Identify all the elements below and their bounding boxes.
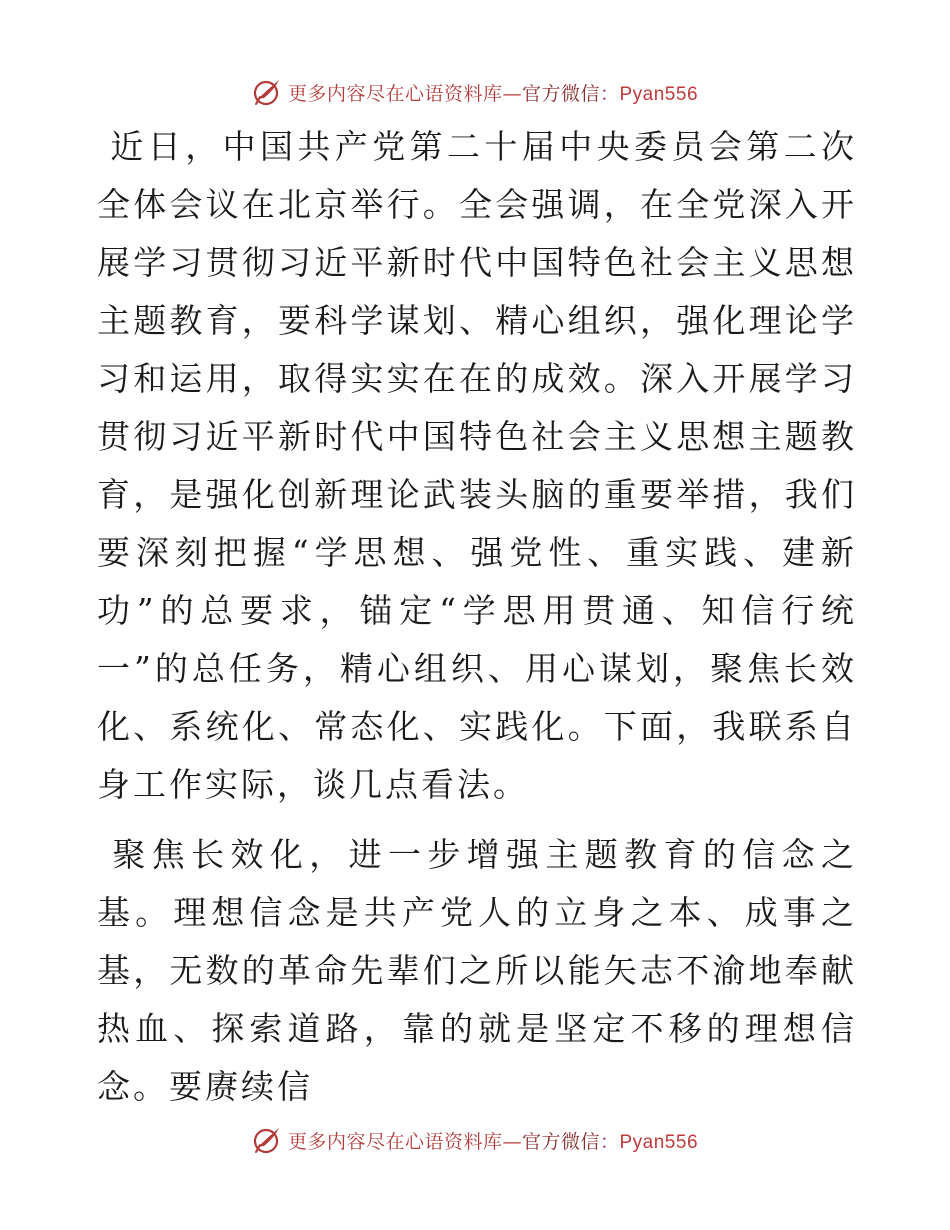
footer-official-label: 官方微信：	[521, 1130, 620, 1153]
paragraph-long-term-text: 聚焦长效化，进一步增强主题教育的信念之基。理想信念是共产党人的立身之本、成事之基，无数的革命先辈们之所以能矢志不渝地奉献热血、探索道路，靠的就是坚定不移的理想信念。要赓续信	[97, 835, 857, 1106]
footer-banner-text	[288, 1127, 698, 1154]
quill-pen-logo-icon	[252, 77, 282, 107]
header-separator: —	[502, 82, 522, 105]
header-watermark-banner	[0, 72, 950, 112]
footer-slogan: 更多内容尽在心语资料库	[287, 1130, 503, 1153]
paragraph-intro	[97, 118, 857, 814]
header-slogan: 更多内容尽在心语资料库	[287, 82, 503, 105]
document-body	[97, 118, 857, 1116]
footer-account: Pyan556	[619, 1131, 699, 1153]
paragraph-long-term	[97, 826, 857, 1116]
footer-separator: —	[502, 1130, 522, 1153]
header-official-label: 官方微信：	[521, 82, 620, 105]
header-account: Pyan556	[619, 83, 699, 105]
footer-watermark-banner	[0, 1120, 950, 1160]
header-banner-text	[288, 79, 698, 106]
quill-pen-logo-icon	[252, 1125, 282, 1155]
paragraph-intro-text: 近日，中国共产党第二十届中央委员会第二次全体会议在北京举行。全会强调，在全党深入开展学习贯彻习近平新时代中国特色社会主义思想主题教育，要科学谋划、精心组织，强化理论学习和运用，取得实实在在的成效。深入开展学习贯彻习近平新时代中国特色社会主义思想主题教育，是强化创新理论武装头脑的重要举措，我们要深刻把握“学思想、强党性、重实践、建新功”的总要求，锚定“学思用贯通、知信行统一”的总任务，精心组织、用心谋划，聚焦长效化、系统化、常态化、实践化。下面，我联系自身工作实际，谈几点看法。	[97, 127, 857, 804]
